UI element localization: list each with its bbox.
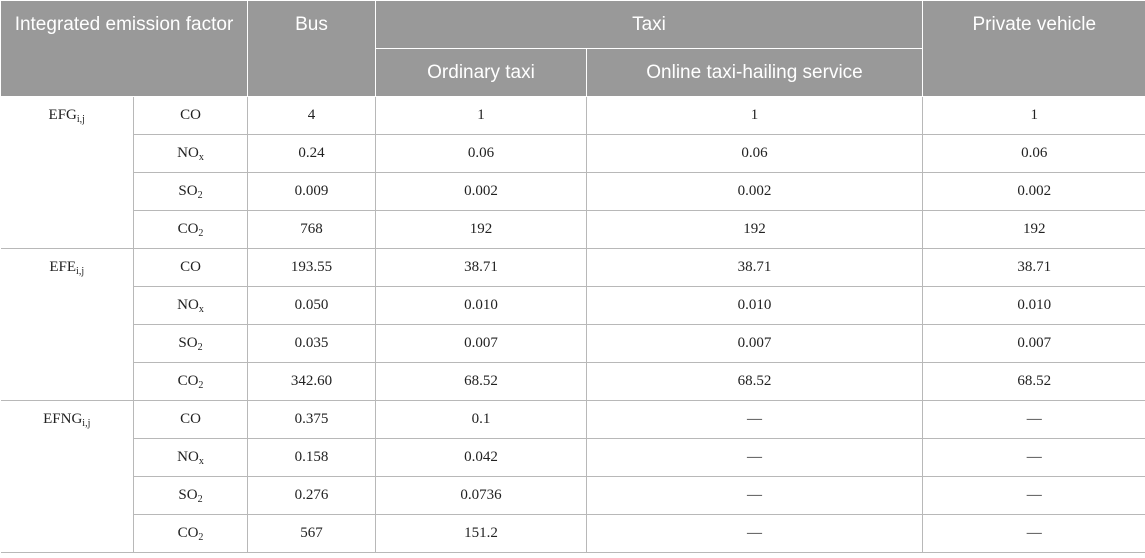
value-cell-private: — — [923, 439, 1145, 477]
table-row — [1, 249, 1145, 287]
value-cell-ordinary: 1 — [376, 97, 587, 135]
factor-group-base: EFE — [49, 259, 77, 275]
header-bus: Bus — [248, 1, 376, 97]
value-cell-online: 0.007 — [587, 325, 923, 363]
pollutant-subscript: 2 — [197, 190, 203, 201]
value-cell-ordinary: 0.0736 — [376, 477, 587, 515]
value-cell-bus: 0.375 — [248, 401, 376, 439]
table-row — [1, 401, 1145, 439]
value-cell-private: 0.010 — [923, 287, 1145, 325]
value-cell-ordinary: 68.52 — [376, 363, 587, 401]
pollutant-cell — [134, 211, 248, 249]
value-cell-ordinary: 0.007 — [376, 325, 587, 363]
value-cell-online: — — [587, 515, 923, 553]
value-cell-online: 1 — [587, 97, 923, 135]
header-taxi: Taxi — [376, 1, 923, 49]
value-cell-private: — — [923, 515, 1145, 553]
factor-group-label — [1, 97, 134, 249]
value-cell-bus: 768 — [248, 211, 376, 249]
table-row — [1, 287, 1145, 325]
pollutant-name: CO — [180, 259, 201, 275]
value-cell-bus: 0.009 — [248, 173, 376, 211]
pollutant-name: SO — [178, 183, 198, 199]
factor-group-subscript: i,j — [76, 114, 85, 125]
value-cell-bus: 342.60 — [248, 363, 376, 401]
table-row — [1, 477, 1145, 515]
value-cell-private: 38.71 — [923, 249, 1145, 287]
value-cell-private: 0.06 — [923, 135, 1145, 173]
header-online-taxi-hailing: Online taxi-hailing service — [587, 49, 923, 97]
value-cell-online: 68.52 — [587, 363, 923, 401]
value-cell-ordinary: 0.010 — [376, 287, 587, 325]
table-row — [1, 363, 1145, 401]
value-cell-bus: 0.050 — [248, 287, 376, 325]
pollutant-subscript: x — [198, 304, 204, 315]
table-row — [1, 97, 1145, 135]
factor-group-subscript: i,j — [76, 266, 85, 277]
value-cell-online: 0.002 — [587, 173, 923, 211]
table-row — [1, 211, 1145, 249]
pollutant-subscript: 2 — [198, 380, 204, 391]
value-cell-bus: 0.035 — [248, 325, 376, 363]
value-cell-bus: 567 — [248, 515, 376, 553]
value-cell-online: 192 — [587, 211, 923, 249]
pollutant-name: CO — [177, 525, 199, 541]
pollutant-name: SO — [178, 487, 198, 503]
value-cell-ordinary: 0.002 — [376, 173, 587, 211]
header-private-vehicle: Private vehicle — [923, 1, 1145, 97]
table-row — [1, 439, 1145, 477]
value-cell-online: 38.71 — [587, 249, 923, 287]
pollutant-subscript: 2 — [198, 228, 204, 239]
value-cell-ordinary: 0.042 — [376, 439, 587, 477]
pollutant-subscript: x — [198, 152, 204, 163]
pollutant-subscript: 2 — [197, 494, 203, 505]
value-cell-private: 192 — [923, 211, 1145, 249]
value-cell-online: 0.06 — [587, 135, 923, 173]
pollutant-cell — [134, 477, 248, 515]
pollutant-subscript: 2 — [198, 532, 204, 543]
value-cell-private: — — [923, 401, 1145, 439]
value-cell-private: 0.007 — [923, 325, 1145, 363]
pollutant-cell — [134, 515, 248, 553]
pollutant-name: SO — [178, 335, 198, 351]
pollutant-cell — [134, 287, 248, 325]
pollutant-cell — [134, 97, 248, 135]
table-row — [1, 515, 1145, 553]
pollutant-name: CO — [177, 221, 199, 237]
pollutant-subscript: 2 — [197, 342, 203, 353]
table-row — [1, 135, 1145, 173]
value-cell-ordinary: 192 — [376, 211, 587, 249]
factor-group-base: EFG — [48, 107, 77, 123]
table-row — [1, 173, 1145, 211]
pollutant-cell — [134, 173, 248, 211]
value-cell-bus: 0.24 — [248, 135, 376, 173]
value-cell-ordinary: 151.2 — [376, 515, 587, 553]
value-cell-online: — — [587, 401, 923, 439]
factor-group-subscript: i,j — [82, 418, 91, 429]
value-cell-ordinary: 0.1 — [376, 401, 587, 439]
pollutant-cell — [134, 401, 248, 439]
value-cell-ordinary: 38.71 — [376, 249, 587, 287]
pollutant-name: CO — [177, 373, 199, 389]
pollutant-cell — [134, 439, 248, 477]
pollutant-name: NO — [177, 145, 199, 161]
value-cell-online: — — [587, 477, 923, 515]
value-cell-private: — — [923, 477, 1145, 515]
factor-group-label — [1, 401, 134, 553]
value-cell-online: — — [587, 439, 923, 477]
value-cell-bus: 193.55 — [248, 249, 376, 287]
pollutant-name: NO — [177, 449, 199, 465]
value-cell-private: 1 — [923, 97, 1145, 135]
pollutant-name: CO — [180, 107, 201, 123]
value-cell-private: 0.002 — [923, 173, 1145, 211]
header-integrated-emission-factor: Integrated emission factor — [1, 1, 248, 97]
value-cell-ordinary: 0.06 — [376, 135, 587, 173]
value-cell-bus: 4 — [248, 97, 376, 135]
header-ordinary-taxi: Ordinary taxi — [376, 49, 587, 97]
pollutant-name: NO — [177, 297, 199, 313]
table-header — [1, 1, 1145, 97]
value-cell-bus: 0.276 — [248, 477, 376, 515]
value-cell-private: 68.52 — [923, 363, 1145, 401]
table-row — [1, 325, 1145, 363]
value-cell-bus: 0.158 — [248, 439, 376, 477]
pollutant-name: CO — [180, 411, 201, 427]
factor-group-base: EFNG — [43, 411, 83, 427]
pollutant-cell — [134, 249, 248, 287]
pollutant-subscript: x — [198, 456, 204, 467]
factor-group-label — [1, 249, 134, 401]
table-body — [1, 97, 1145, 553]
pollutant-cell — [134, 363, 248, 401]
value-cell-online: 0.010 — [587, 287, 923, 325]
pollutant-cell — [134, 325, 248, 363]
pollutant-cell — [134, 135, 248, 173]
